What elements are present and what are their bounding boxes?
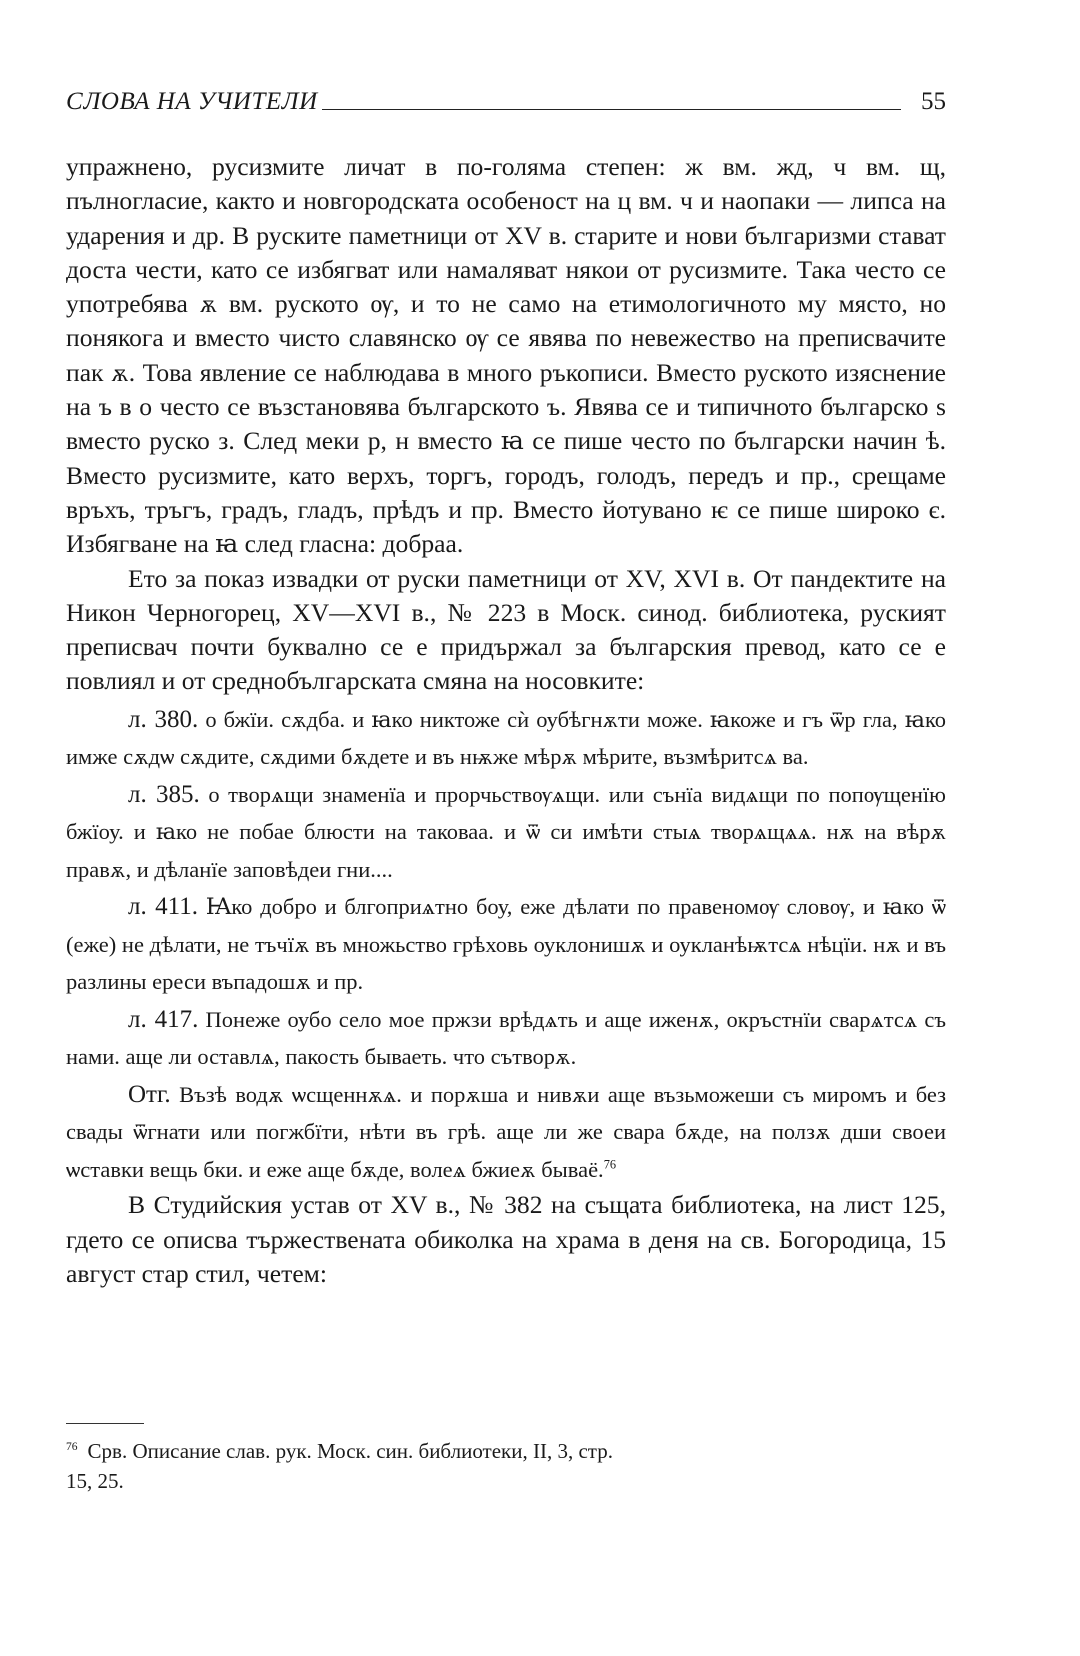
quote-text: Понеже оубо село мое пржзи врѣдѧть и аще иженѫ, окръстнїи сварѧтсѧ съ нами. аще ли оставлѧ, пакость бываеть. что сътворѫ.	[66, 1006, 946, 1070]
quote-ref: л. 411.	[128, 893, 198, 921]
quote-385	[66, 776, 946, 889]
running-header	[66, 88, 946, 116]
quote-answer	[66, 1076, 946, 1189]
quote-380	[66, 701, 946, 776]
quote-text: о бжїи. сѫдба. и ꙗко никтоже сѝ оубѣгнѫти може. ꙗкоже и гъ ѿр гла, ꙗко имже сѫдѡ сѫдите, сѫдими бѫдете и въ нѭже мѣрѫ мѣрите, възмѣритсѧ ва.	[66, 706, 946, 770]
footnote-rule	[66, 1423, 144, 1424]
header-rule	[322, 109, 901, 110]
paragraph-2: Ето за показ извадки от руски паметници от XV, XVI в. От пандектите на Никон Черногорец, XV—XVI в., № 223 в Моск. синод. библиотека, руският преписвач почти буквално се е придържал за българския превод, като се е повлиял и от среднобългарската смяна на носовките:	[66, 563, 946, 696]
quote-411	[66, 888, 946, 1001]
page-body	[66, 150, 946, 1291]
page-number: 55	[921, 88, 946, 115]
footnote-mark: 76	[66, 1441, 78, 1453]
footnote	[66, 1436, 626, 1496]
quote-text: о творѧщи знаменїа и прорчьствѹѧщи. или сънїа видѧщи по попѹщенїю бжїоу. и ꙗко не побае блюсти на таковаа. и ѿ си имѣти стыѧ творѧщѧѧ. нѫ на вѣрѫ правѫ, и дѣланїе заповѣдеи гни....	[66, 781, 946, 882]
running-title: СЛОВА НА УЧИТЕЛИ	[66, 88, 318, 115]
quote-ref: л. 417.	[128, 1005, 199, 1033]
quote-ref: Отг.	[128, 1080, 171, 1108]
paragraph-3: В Студийския устав от XV в., № 382 на същата библиотека, на лист 125, гдето се описва тържествената обиколка на храма в деня на св. Богородица, 15 август стар стил, четем:	[66, 1190, 946, 1288]
quote-text: Възѣ водѫ ѡсщеннѫѧ. и порѫша и нивѫи аще възьможеши съ миромъ и без свады ѿгнати или погжбїти, нѣти въ грѣ. аще ли же свара бѫде, на ползѫ дши своеи ѡставки вещь бки. и еже аще бѫде, волеѧ бжиеѫ бываё.	[66, 1081, 946, 1182]
footnote-reference: 76	[603, 1157, 617, 1172]
quote-ref: л. 385.	[128, 780, 200, 808]
quote-ref: л. 380.	[128, 705, 199, 733]
footnote-text: Срв. Описание слав. рук. Моск. син. библиотеки, II, 3, стр. 15, 25.	[66, 1439, 613, 1493]
paragraph-1: упражнено, русизмите личат в по-голяма степен: ж вм. жд, ч вм. щ, пълногласие, както и новгородската особеност на ц вм. ч и наопаки — липса на ударения и др. В руските паметници от XV в. старите и нови българизми стават доста чести, като се избягват или намаляват някои от русизмите. Така често се употребява ѫ вм. руското ѹ, и то не само на етимологичното му място, но понякога и вместо чисто славянско ѹ се явява по невежество на преписвачите пак ѫ. Това явление се наблюдава в много ръкописи. Вместо руското изяснение на ъ в о често се възстановява българското ъ. Явява се и типичното българско ѕ вместо руско з. След меки р, н вместо ꙗ се пише често по български начин ѣ. Вместо русизмите, като верхъ, торгъ, городъ, голодъ, передъ и пр., срещаме връхъ, тръгъ, градъ, гладъ, прѣдъ и пр. Вместо йотувано ѥ се пише широко є. Избягване на ꙗ след гласна: добраа.	[66, 152, 946, 559]
quotations	[66, 701, 946, 1189]
quote-417	[66, 1001, 946, 1076]
quote-text: Ꙗко добро и блгоприѧтно боу, еже дѣлати по правеномѹ словѹ, и ꙗко ѿ (еже) не дѣлати, не тъчїѫ въ множьство грѣховь оуклонишѫ и оукланѣѭтсѧ нѣцїи. нѫ и въ разлины ереси въпадошѫ и пр.	[66, 894, 946, 995]
